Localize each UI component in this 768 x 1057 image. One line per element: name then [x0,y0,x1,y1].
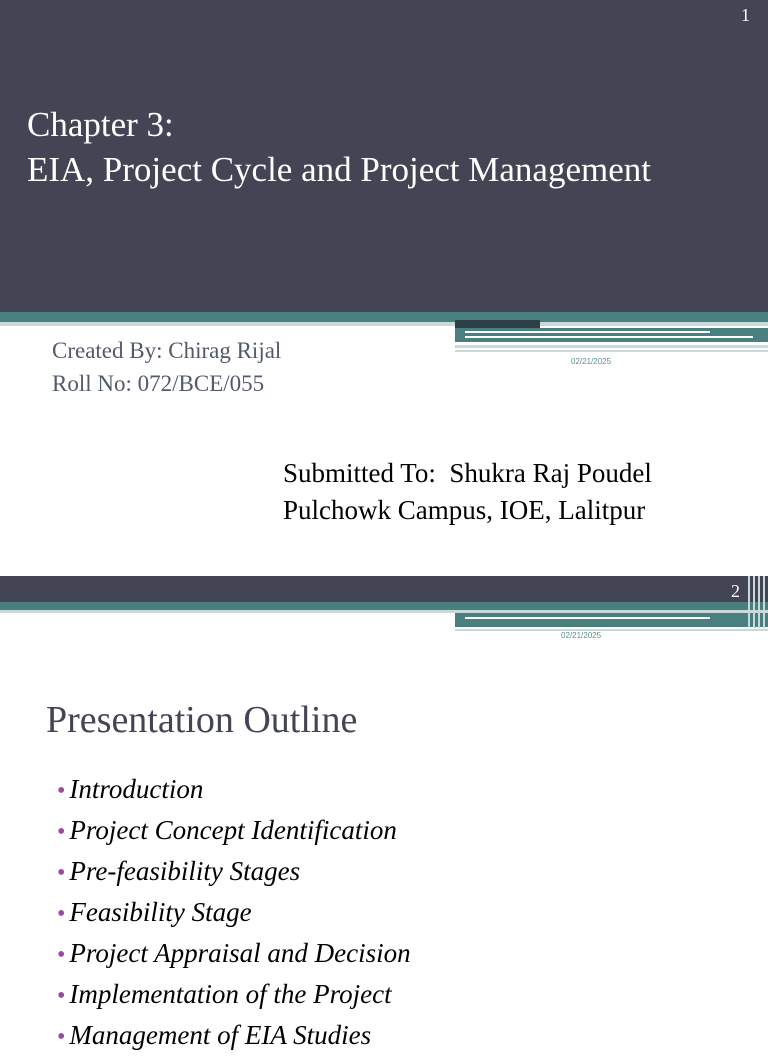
outline-header-band [0,576,768,602]
list-item-text: Project Appraisal and Decision [69,938,411,968]
slide-date: 02/21/2025 [571,357,612,366]
list-item [57,934,411,975]
bullet-icon: • [57,1024,66,1050]
creator-name: Created By: Chirag Rijal [52,338,282,363]
slide-number: 1 [741,5,750,25]
outline-slide [0,576,768,1050]
edge-stripe [748,576,750,628]
list-item-text: Feasibility Stage [69,897,252,927]
header-accent-bar [0,602,768,610]
accent-line [465,617,710,619]
creator-info [52,334,281,400]
slide-title [27,102,651,192]
bullet-icon: • [57,819,66,845]
list-item [57,852,411,893]
edge-stripe [758,576,760,628]
list-item-text: Implementation of the Project [69,979,392,1009]
institution: Pulchowk Campus, IOE, Lalitpur [283,495,646,525]
list-item [57,770,411,811]
accent-teal-block [455,613,768,627]
accent-dark-segment [455,320,540,328]
accent-line [465,331,710,333]
accent-line [455,629,768,631]
list-item [57,893,411,934]
header-shadow-bar [0,322,768,326]
accent-line [455,345,768,348]
list-item-text: Project Concept Identification [69,815,397,845]
slide-number: 2 [731,581,740,601]
accent-line [465,336,753,338]
header-accent-bar [0,312,768,322]
title-line: EIA, Project Cycle and Project Management [27,150,651,189]
bullet-icon: • [57,983,66,1009]
roll-number: Roll No: 072/BCE/055 [52,371,265,396]
submitted-to: Submitted To: Shukra Raj Poudel [283,458,652,488]
edge-stripe [753,576,755,628]
edge-stripe [763,576,765,628]
bullet-icon: • [57,778,66,804]
slide-date: 02/21/2025 [561,631,602,640]
accent-line [455,350,768,352]
list-item [57,1016,411,1057]
list-item [57,811,411,852]
bullet-icon: • [57,860,66,886]
title-line: Chapter 3: [27,105,174,144]
submitted-info [283,455,652,529]
list-item-text: Pre-feasibility Stages [69,856,301,886]
list-item-text: Management of EIA Studies [69,1020,372,1050]
bullet-icon: • [57,901,66,927]
outline-title: Presentation Outline [46,699,358,741]
bullet-icon: • [57,942,66,968]
outline-list [57,770,411,1057]
list-item [57,975,411,1016]
list-item-text: Introduction [69,774,204,804]
